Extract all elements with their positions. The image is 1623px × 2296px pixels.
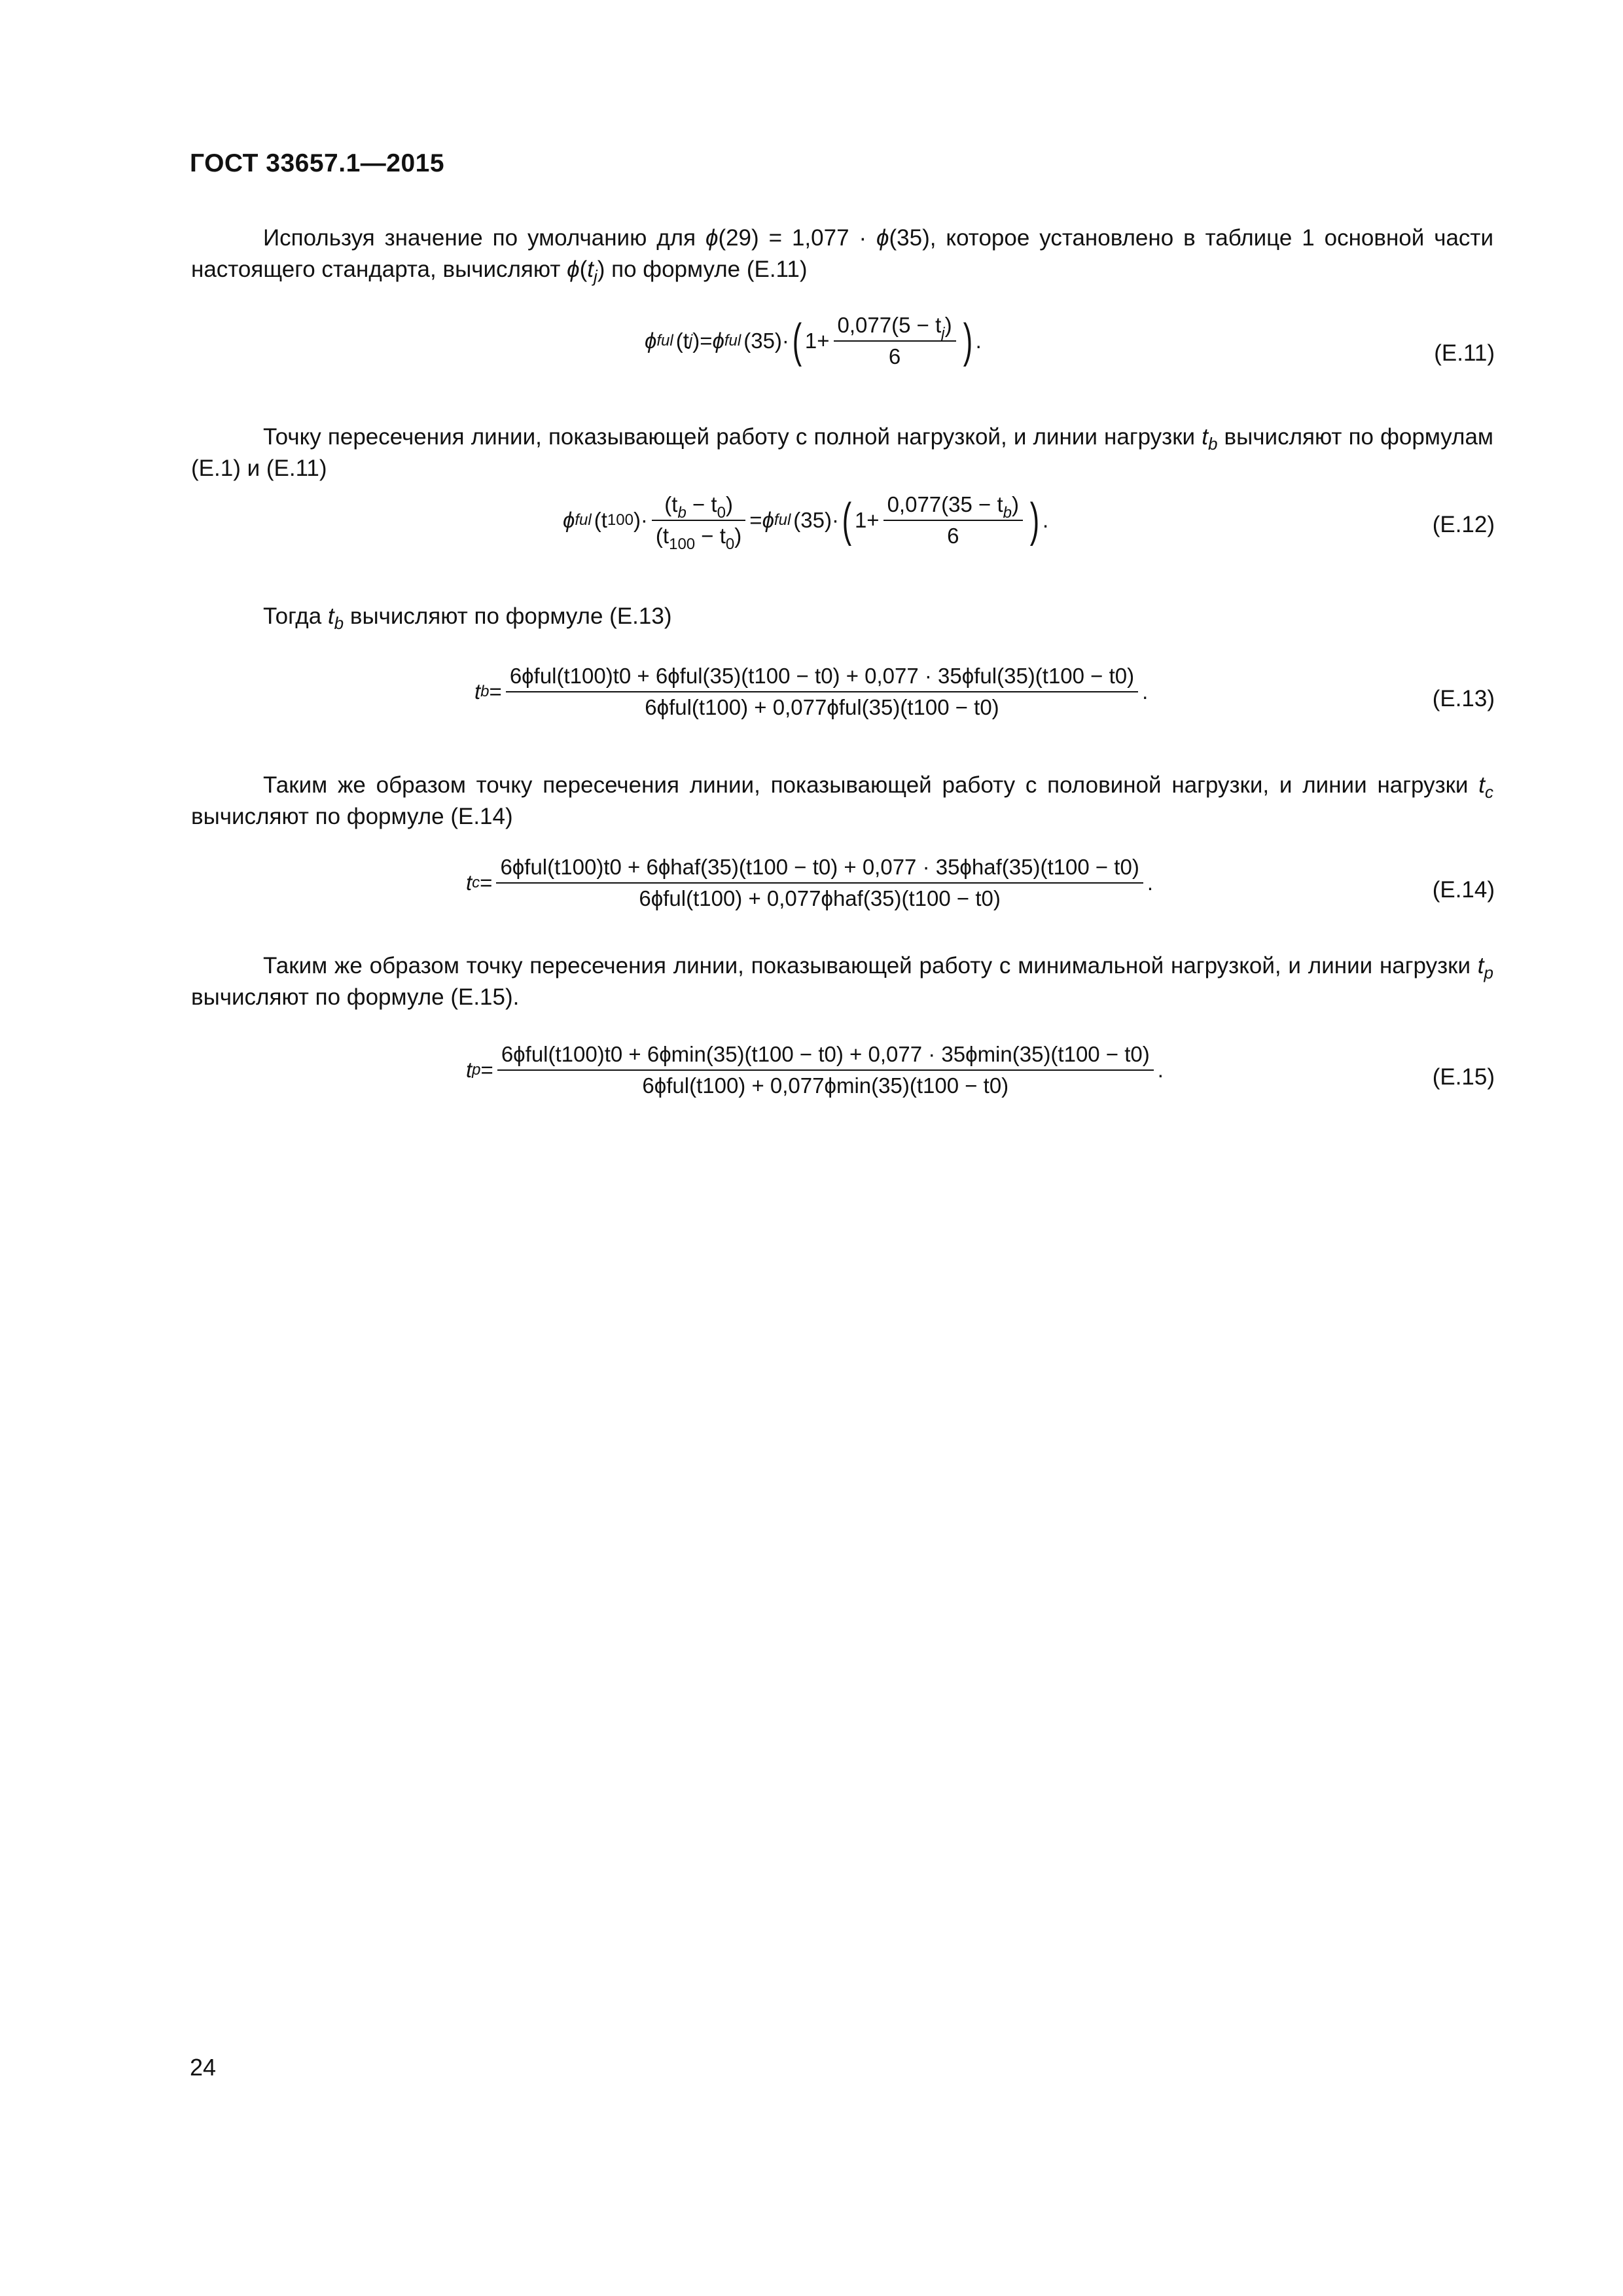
equation-number-e11: (Е.11) bbox=[1434, 340, 1495, 366]
page-number: 24 bbox=[190, 2054, 217, 2081]
document-header: ГОСТ 33657.1—2015 bbox=[190, 149, 445, 177]
paragraph-5: Таким же образом точку пересечения линии, показывающей работу с минимальной нагрузкой, и линии нагрузки $t_p$ вычисляют по формуле (Е.15). bbox=[191, 953, 1493, 1010]
equation-e12: ϕ ful (t 100 )· $\frac{(t_b - t_0)}{(t_{100} - t_0)}$ = ϕ ful (35)· ( 1+ $\frac{0,077(35 - t_b)}{6}$ ) . bbox=[563, 492, 1049, 553]
equation-e14: t c = 6ϕful(t100)t0 + 6ϕhaf(35)(t100 − t0) + 0,077 · 35ϕhaf(35)(t100 − t0) 6ϕful(t100) + 0,077ϕhaf(35)(t100 − t0) . bbox=[466, 855, 1153, 910]
paragraph-3: Тогда $t_b$ вычисляют по формуле (Е.13) bbox=[263, 603, 672, 633]
equation-e13: t b = 6ϕful(t100)t0 + 6ϕful(35)(t100 − t0) + 0,077 · 35ϕful(35)(t100 − t0) 6ϕful(t100) + 0,077ϕful(35)(t100 − t0) . bbox=[474, 664, 1149, 719]
equation-number-e13: (Е.13) bbox=[1432, 686, 1495, 711]
equation-number-e14: (Е.14) bbox=[1432, 877, 1495, 903]
paragraph-4: Таким же образом точку пересечения линии, показывающей работу с половиной нагрузки, и линии нагрузки $t_c$ вычисляют по формуле (Е.14) bbox=[191, 772, 1493, 829]
paragraph-1: Используя значение по умолчанию для ϕ(29) = 1,077 · ϕ(35), которое установлено в таблице 1 основной части настоящего стандарта, вычисляют $\phi(t_j)$ по формуле (Е.11) bbox=[191, 225, 1493, 286]
equation-e11: ϕ ful (t j ) = ϕ ful (35)· ( 1+ $\frac{0,077(5 - t_j)}{6}$ ) . bbox=[645, 313, 982, 368]
equation-number-e12: (Е.12) bbox=[1432, 512, 1495, 537]
equation-e15: t p = 6ϕful(t100)t0 + 6ϕmin(35)(t100 − t0) + 0,077 · 35ϕmin(35)(t100 − t0) 6ϕful(t100) + 0,077ϕmin(35)(t100 − t0) . bbox=[466, 1042, 1164, 1098]
equation-number-e15: (Е.15) bbox=[1432, 1064, 1495, 1090]
paragraph-2: Точку пересечения линии, показывающей работу с полной нагрузкой, и линии нагрузки $t_b$ вычисляют по формулам (Е.1) и (Е.11) bbox=[191, 424, 1493, 481]
